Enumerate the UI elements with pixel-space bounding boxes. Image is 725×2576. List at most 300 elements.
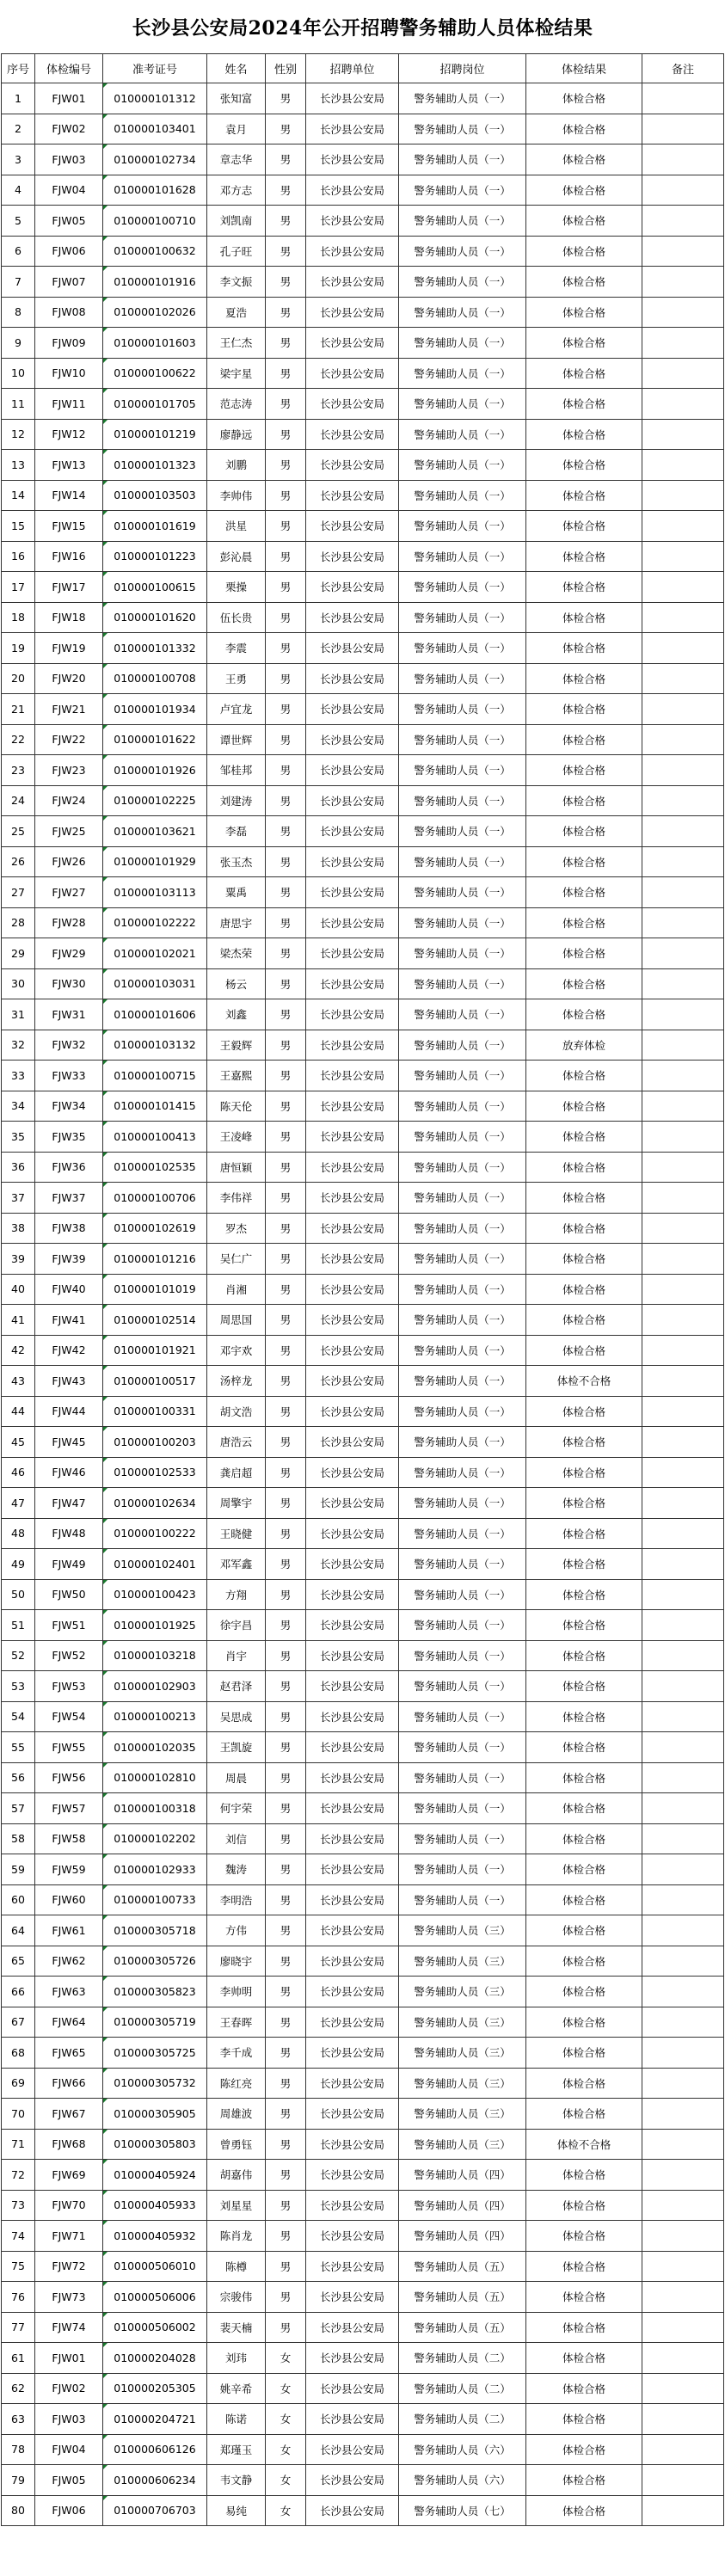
cell-ticket-no: 010000102903 (103, 1671, 207, 1702)
cell-post: 警务辅助人员（一） (399, 389, 526, 420)
cell-name: 陈诺 (207, 2404, 266, 2435)
cell-name: 杨云 (207, 968, 266, 999)
cell-post: 警务辅助人员（一） (399, 846, 526, 877)
cell-exam-id: FJW13 (35, 450, 103, 481)
cell-seq: 67 (2, 2007, 35, 2038)
cell-note (642, 1030, 724, 1061)
cell-ticket-no: 010000305726 (103, 1946, 207, 1977)
cell-seq: 35 (2, 1122, 35, 1153)
header-exam-id: 体检编号 (35, 54, 103, 83)
table-row (2, 206, 724, 237)
cell-result: 体检合格 (526, 267, 642, 298)
cell-post: 警务辅助人员（一） (399, 1854, 526, 1885)
table-row (2, 2007, 724, 2038)
cell-result: 体检合格 (526, 846, 642, 877)
cell-seq: 43 (2, 1366, 35, 1397)
cell-ticket-no: 010000102533 (103, 1457, 207, 1488)
cell-post: 警务辅助人员（一） (399, 816, 526, 847)
cell-exam-id: FJW41 (35, 1305, 103, 1336)
cell-post: 警务辅助人员（一） (399, 999, 526, 1030)
cell-ticket-no: 010000101323 (103, 450, 207, 481)
cell-note (642, 2007, 724, 2038)
cell-result: 体检合格 (526, 114, 642, 144)
cell-ticket-no: 010000101921 (103, 1335, 207, 1366)
cell-unit: 长沙县公安局 (306, 1640, 399, 1671)
cell-post: 警务辅助人员（一） (399, 694, 526, 725)
cell-name: 梁宇星 (207, 358, 266, 389)
cell-post: 警务辅助人员（一） (399, 1488, 526, 1519)
cell-unit: 长沙县公安局 (306, 1701, 399, 1732)
cell-ticket-no: 010000102222 (103, 907, 207, 938)
cell-note (642, 175, 724, 206)
cell-ticket-no: 010000305725 (103, 2038, 207, 2069)
cell-note (642, 1457, 724, 1488)
cell-result: 体检合格 (526, 2190, 642, 2221)
cell-name: 张知富 (207, 83, 266, 114)
table-row (2, 1823, 724, 1854)
cell-post: 警务辅助人员（五） (399, 2251, 526, 2282)
cell-result: 体检合格 (526, 1793, 642, 1824)
cell-seq: 56 (2, 1762, 35, 1793)
cell-note (642, 2495, 724, 2526)
cell-ticket-no: 010000100213 (103, 1701, 207, 1732)
cell-gender: 男 (266, 450, 306, 481)
cell-name: 夏浩 (207, 297, 266, 328)
cell-gender: 男 (266, 1915, 306, 1946)
cell-result: 体检合格 (526, 83, 642, 114)
cell-post: 警务辅助人员（一） (399, 480, 526, 511)
cell-exam-id: FJW56 (35, 1762, 103, 1793)
cell-gender: 男 (266, 1518, 306, 1549)
cell-gender: 男 (266, 2160, 306, 2191)
cell-ticket-no: 010000101216 (103, 1244, 207, 1275)
cell-name: 王凌峰 (207, 1122, 266, 1153)
cell-name: 吴思成 (207, 1701, 266, 1732)
cell-name: 方翔 (207, 1579, 266, 1610)
cell-unit: 长沙县公安局 (306, 236, 399, 267)
cell-note (642, 999, 724, 1030)
table-row (2, 358, 724, 389)
cell-name: 王勇 (207, 663, 266, 694)
table-row (2, 419, 724, 450)
cell-name: 王春晖 (207, 2007, 266, 2038)
cell-post: 警务辅助人员（一） (399, 114, 526, 144)
cell-result: 体检合格 (526, 2312, 642, 2343)
cell-unit: 长沙县公安局 (306, 816, 399, 847)
cell-exam-id: FJW01 (35, 83, 103, 114)
cell-gender: 男 (266, 1701, 306, 1732)
cell-unit: 长沙县公安局 (306, 2343, 399, 2374)
cell-unit: 长沙县公安局 (306, 2312, 399, 2343)
cell-post: 警务辅助人员（三） (399, 2099, 526, 2130)
cell-ticket-no: 010000101705 (103, 389, 207, 420)
cell-name: 廖静远 (207, 419, 266, 450)
cell-ticket-no: 010000101929 (103, 846, 207, 877)
cell-result: 体检合格 (526, 1762, 642, 1793)
cell-post: 警务辅助人员（一） (399, 877, 526, 908)
cell-ticket-no: 010000101628 (103, 175, 207, 206)
cell-gender: 男 (266, 907, 306, 938)
header-post: 招聘岗位 (399, 54, 526, 83)
cell-post: 警务辅助人员（一） (399, 450, 526, 481)
table-row (2, 1854, 724, 1885)
cell-gender: 男 (266, 480, 306, 511)
cell-unit: 长沙县公安局 (306, 83, 399, 114)
table-row (2, 541, 724, 572)
cell-seq: 9 (2, 328, 35, 359)
cell-unit: 长沙县公安局 (306, 1396, 399, 1427)
cell-result: 体检合格 (526, 511, 642, 542)
cell-ticket-no: 010000101620 (103, 602, 207, 633)
cell-exam-id: FJW49 (35, 1549, 103, 1580)
table-row (2, 1457, 724, 1488)
cell-name: 陈天伦 (207, 1091, 266, 1122)
cell-gender: 男 (266, 236, 306, 267)
cell-ticket-no: 010000205305 (103, 2373, 207, 2404)
cell-seq: 54 (2, 1701, 35, 1732)
cell-result: 体检合格 (526, 2404, 642, 2435)
cell-seq: 39 (2, 1244, 35, 1275)
cell-exam-id: FJW55 (35, 1732, 103, 1763)
cell-ticket-no: 010000100203 (103, 1427, 207, 1458)
table-row (2, 1762, 724, 1793)
cell-post: 警务辅助人员（一） (399, 1793, 526, 1824)
cell-exam-id: FJW69 (35, 2160, 103, 2191)
cell-post: 警务辅助人员（六） (399, 2465, 526, 2496)
cell-gender: 男 (266, 633, 306, 664)
cell-ticket-no: 010000506006 (103, 2282, 207, 2313)
cell-result: 体检合格 (526, 541, 642, 572)
cell-result: 体检合格 (526, 1518, 642, 1549)
cell-result: 体检合格 (526, 877, 642, 908)
table-row (2, 1244, 724, 1275)
cell-unit: 长沙县公安局 (306, 1518, 399, 1549)
cell-gender: 男 (266, 2251, 306, 2282)
cell-gender: 男 (266, 1122, 306, 1153)
cell-post: 警务辅助人员（一） (399, 633, 526, 664)
cell-gender: 男 (266, 175, 306, 206)
cell-seq: 50 (2, 1579, 35, 1610)
cell-exam-id: FJW58 (35, 1823, 103, 1854)
cell-name: 张玉杰 (207, 846, 266, 877)
cell-seq: 11 (2, 389, 35, 420)
cell-unit: 长沙县公安局 (306, 968, 399, 999)
cell-name: 邓方志 (207, 175, 266, 206)
cell-unit: 长沙县公安局 (306, 633, 399, 664)
cell-name: 刘玮 (207, 2343, 266, 2374)
cell-gender: 男 (266, 419, 306, 450)
table-row (2, 1884, 724, 1915)
cell-ticket-no: 010000305718 (103, 1915, 207, 1946)
cell-note (642, 1335, 724, 1366)
cell-exam-id: FJW10 (35, 358, 103, 389)
cell-result: 体检合格 (526, 1915, 642, 1946)
table-row (2, 1610, 724, 1641)
table-row (2, 2038, 724, 2069)
cell-gender: 男 (266, 1823, 306, 1854)
cell-gender: 女 (266, 2434, 306, 2465)
cell-result: 体检合格 (526, 694, 642, 725)
cell-unit: 长沙县公安局 (306, 1884, 399, 1915)
cell-result: 体检合格 (526, 358, 642, 389)
cell-gender: 男 (266, 2038, 306, 2069)
cell-name: 刘鹏 (207, 450, 266, 481)
cell-seq: 79 (2, 2465, 35, 2496)
cell-name: 肖湘 (207, 1274, 266, 1305)
cell-name: 栗操 (207, 572, 266, 603)
cell-result: 体检合格 (526, 480, 642, 511)
table-row (2, 724, 724, 755)
cell-post: 警务辅助人员（三） (399, 2129, 526, 2160)
table-row (2, 999, 724, 1030)
cell-result: 体检合格 (526, 1274, 642, 1305)
cell-seq: 26 (2, 846, 35, 877)
cell-seq: 55 (2, 1732, 35, 1763)
cell-seq: 74 (2, 2221, 35, 2252)
cell-post: 警务辅助人员（三） (399, 1946, 526, 1977)
table-row (2, 1305, 724, 1336)
cell-exam-id: FJW61 (35, 1915, 103, 1946)
cell-result: 体检合格 (526, 1977, 642, 2007)
cell-gender: 男 (266, 1030, 306, 1061)
cell-result: 体检合格 (526, 2160, 642, 2191)
cell-ticket-no: 010000101934 (103, 694, 207, 725)
cell-result: 体检合格 (526, 206, 642, 237)
cell-note (642, 1884, 724, 1915)
cell-exam-id: FJW44 (35, 1396, 103, 1427)
cell-note (642, 1061, 724, 1091)
cell-note (642, 1091, 724, 1122)
cell-note (642, 968, 724, 999)
cell-unit: 长沙县公安局 (306, 2495, 399, 2526)
header-name: 姓名 (207, 54, 266, 83)
cell-seq: 28 (2, 907, 35, 938)
cell-seq: 77 (2, 2312, 35, 2343)
cell-note (642, 2404, 724, 2435)
cell-ticket-no: 010000305905 (103, 2099, 207, 2130)
cell-name: 刘鑫 (207, 999, 266, 1030)
cell-name: 周雄波 (207, 2099, 266, 2130)
cell-note (642, 541, 724, 572)
cell-seq: 34 (2, 1091, 35, 1122)
cell-result: 体检合格 (526, 2221, 642, 2252)
cell-ticket-no: 010000102021 (103, 938, 207, 969)
cell-result: 体检合格 (526, 724, 642, 755)
cell-post: 警务辅助人员（一） (399, 968, 526, 999)
cell-post: 警务辅助人员（一） (399, 328, 526, 359)
cell-note (642, 2190, 724, 2221)
cell-seq: 41 (2, 1305, 35, 1336)
cell-ticket-no: 010000100632 (103, 236, 207, 267)
cell-result: 体检合格 (526, 1213, 642, 1244)
cell-name: 胡文浩 (207, 1396, 266, 1427)
cell-exam-id: FJW22 (35, 724, 103, 755)
cell-result: 体检合格 (526, 297, 642, 328)
cell-result: 体检合格 (526, 175, 642, 206)
cell-ticket-no: 010000100222 (103, 1518, 207, 1549)
cell-gender: 女 (266, 2465, 306, 2496)
cell-exam-id: FJW60 (35, 1884, 103, 1915)
cell-post: 警务辅助人员（一） (399, 1183, 526, 1214)
cell-note (642, 206, 724, 237)
cell-exam-id: FJW24 (35, 785, 103, 816)
cell-name: 粟禹 (207, 877, 266, 908)
cell-unit: 长沙县公安局 (306, 1549, 399, 1580)
cell-unit: 长沙县公安局 (306, 572, 399, 603)
cell-ticket-no: 010000103113 (103, 877, 207, 908)
cell-result: 体检合格 (526, 328, 642, 359)
cell-ticket-no: 010000101312 (103, 83, 207, 114)
cell-exam-id: FJW37 (35, 1183, 103, 1214)
cell-name: 洪星 (207, 511, 266, 542)
cell-seq: 65 (2, 1946, 35, 1977)
cell-note (642, 1671, 724, 1702)
cell-name: 邹桂邦 (207, 755, 266, 786)
cell-gender: 男 (266, 1579, 306, 1610)
cell-seq: 52 (2, 1640, 35, 1671)
cell-gender: 男 (266, 328, 306, 359)
cell-unit: 长沙县公安局 (306, 114, 399, 144)
cell-seq: 17 (2, 572, 35, 603)
cell-ticket-no: 010000100708 (103, 663, 207, 694)
cell-seq: 25 (2, 816, 35, 847)
cell-result: 体检合格 (526, 1549, 642, 1580)
cell-name: 刘信 (207, 1823, 266, 1854)
cell-name: 伍长贵 (207, 602, 266, 633)
cell-result: 体检合格 (526, 2465, 642, 2496)
cell-exam-id: FJW52 (35, 1640, 103, 1671)
table-row (2, 144, 724, 175)
cell-note (642, 877, 724, 908)
cell-ticket-no: 010000606234 (103, 2465, 207, 2496)
cell-result: 体检合格 (526, 2068, 642, 2099)
cell-exam-id: FJW30 (35, 968, 103, 999)
cell-unit: 长沙县公安局 (306, 1213, 399, 1244)
cell-seq: 73 (2, 2190, 35, 2221)
cell-post: 警务辅助人员（一） (399, 1518, 526, 1549)
cell-exam-id: FJW67 (35, 2099, 103, 2130)
cell-unit: 长沙县公安局 (306, 755, 399, 786)
header-result: 体检结果 (526, 54, 642, 83)
cell-exam-id: FJW48 (35, 1518, 103, 1549)
cell-note (642, 1579, 724, 1610)
cell-result: 体检合格 (526, 450, 642, 481)
table-row (2, 2099, 724, 2130)
cell-post: 警务辅助人员（一） (399, 1274, 526, 1305)
cell-unit: 长沙县公安局 (306, 1579, 399, 1610)
cell-note (642, 663, 724, 694)
header-seq: 序号 (2, 54, 35, 83)
cell-gender: 男 (266, 2129, 306, 2160)
cell-post: 警务辅助人员（一） (399, 1427, 526, 1458)
cell-gender: 男 (266, 541, 306, 572)
cell-exam-id: FJW21 (35, 694, 103, 725)
cell-seq: 46 (2, 1457, 35, 1488)
cell-ticket-no: 010000405932 (103, 2221, 207, 2252)
cell-exam-id: FJW47 (35, 1488, 103, 1519)
cell-gender: 男 (266, 1305, 306, 1336)
cell-note (642, 144, 724, 175)
cell-gender: 男 (266, 1244, 306, 1275)
cell-note (642, 1366, 724, 1397)
cell-ticket-no: 010000102535 (103, 1152, 207, 1183)
cell-unit: 长沙县公安局 (306, 663, 399, 694)
cell-seq: 63 (2, 2404, 35, 2435)
cell-seq: 7 (2, 267, 35, 298)
cell-post: 警务辅助人员（一） (399, 1457, 526, 1488)
table-row (2, 2129, 724, 2160)
cell-seq: 48 (2, 1518, 35, 1549)
cell-unit: 长沙县公安局 (306, 2404, 399, 2435)
cell-name: 吴仁广 (207, 1244, 266, 1275)
cell-post: 警务辅助人员（一） (399, 419, 526, 450)
cell-gender: 男 (266, 1396, 306, 1427)
cell-gender: 男 (266, 144, 306, 175)
cell-result: 体检合格 (526, 1488, 642, 1519)
cell-name: 卢宜龙 (207, 694, 266, 725)
cell-gender: 男 (266, 1854, 306, 1885)
cell-unit: 长沙县公安局 (306, 541, 399, 572)
cell-seq: 57 (2, 1793, 35, 1824)
table-row (2, 816, 724, 847)
cell-ticket-no: 010000101606 (103, 999, 207, 1030)
cell-gender: 男 (266, 1549, 306, 1580)
cell-seq: 13 (2, 450, 35, 481)
cell-post: 警务辅助人员（一） (399, 1884, 526, 1915)
cell-unit: 长沙县公安局 (306, 297, 399, 328)
cell-gender: 男 (266, 2068, 306, 2099)
cell-unit: 长沙县公安局 (306, 1946, 399, 1977)
cell-note (642, 846, 724, 877)
cell-seq: 1 (2, 83, 35, 114)
cell-post: 警务辅助人员（一） (399, 938, 526, 969)
cell-seq: 69 (2, 2068, 35, 2099)
cell-note (642, 633, 724, 664)
cell-name: 周晨 (207, 1762, 266, 1793)
cell-result: 体检合格 (526, 1671, 642, 1702)
cell-name: 韦文静 (207, 2465, 266, 2496)
cell-post: 警务辅助人员（一） (399, 1213, 526, 1244)
cell-name: 章志华 (207, 144, 266, 175)
cell-exam-id: FJW57 (35, 1793, 103, 1824)
cell-gender: 男 (266, 1488, 306, 1519)
cell-gender: 男 (266, 1091, 306, 1122)
table-row (2, 907, 724, 938)
cell-ticket-no: 010000102619 (103, 1213, 207, 1244)
cell-exam-id: FJW70 (35, 2190, 103, 2221)
cell-seq: 72 (2, 2160, 35, 2191)
cell-unit: 长沙县公安局 (306, 1823, 399, 1854)
cell-note (642, 2099, 724, 2130)
cell-ticket-no: 010000101415 (103, 1091, 207, 1122)
cell-post: 警务辅助人员（一） (399, 144, 526, 175)
table-row (2, 1152, 724, 1183)
cell-exam-id: FJW50 (35, 1579, 103, 1610)
cell-result: 体检合格 (526, 633, 642, 664)
cell-name: 赵君泽 (207, 1671, 266, 1702)
cell-gender: 女 (266, 2495, 306, 2526)
cell-exam-id: FJW59 (35, 1854, 103, 1885)
cell-gender: 男 (266, 206, 306, 237)
cell-gender: 男 (266, 114, 306, 144)
cell-post: 警务辅助人员（一） (399, 1305, 526, 1336)
cell-ticket-no: 010000100517 (103, 1366, 207, 1397)
cell-ticket-no: 010000103401 (103, 114, 207, 144)
cell-post: 警务辅助人员（一） (399, 236, 526, 267)
cell-exam-id: FJW28 (35, 907, 103, 938)
cell-result: 体检合格 (526, 1305, 642, 1336)
cell-result: 体检合格 (526, 2251, 642, 2282)
